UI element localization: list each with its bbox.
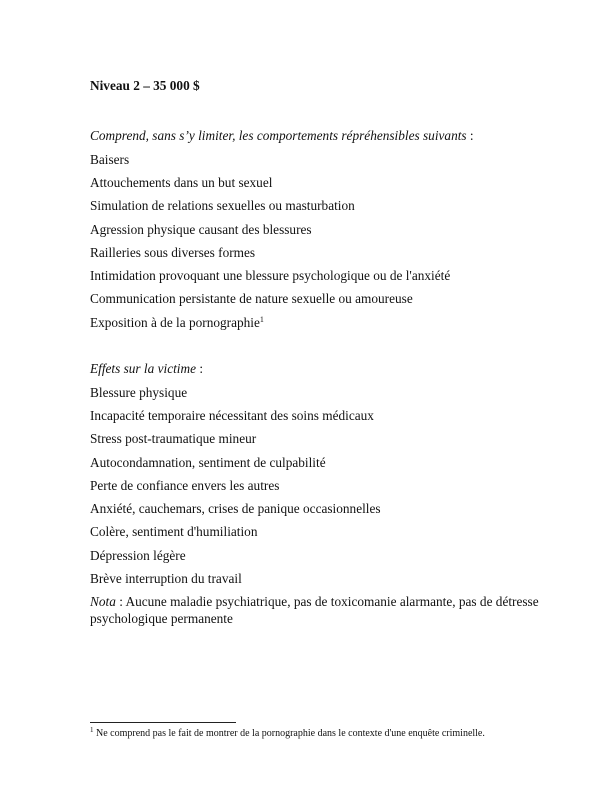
nota-line-1 bbox=[90, 594, 539, 610]
footnote-reference[interactable]: 1 bbox=[259, 315, 264, 324]
effect-item: Blessure physique bbox=[90, 385, 188, 400]
effect-item: Colère, sentiment d'humiliation bbox=[90, 524, 258, 539]
effect-item: Incapacité temporaire nécessitant des soins médicaux bbox=[90, 408, 374, 423]
page-title: Niveau 2 – 35 000 $ bbox=[90, 78, 200, 93]
footnote-divider bbox=[90, 722, 236, 723]
effect-item: Anxiété, cauchemars, crises de panique occasionnelles bbox=[90, 501, 381, 516]
footnote bbox=[90, 728, 485, 739]
behaviour-item: Simulation de relations sexuelles ou masturbation bbox=[90, 198, 355, 213]
nota-text: : Aucune maladie psychiatrique, pas de toxicomanie alarmante, pas de détresse bbox=[115, 594, 539, 609]
behaviour-item bbox=[90, 315, 264, 331]
effects-intro-text: Effets sur la victime bbox=[90, 361, 196, 376]
behaviour-item-text: Exposition à de la pornographie bbox=[90, 315, 260, 330]
nota-label: Nota bbox=[90, 594, 116, 609]
effect-item: Stress post-traumatique mineur bbox=[90, 431, 257, 446]
behaviours-intro-text: Comprend, sans s’y limiter, les comportements répréhensibles suivants bbox=[90, 128, 467, 143]
nota-line-2: psychologique permanente bbox=[90, 611, 233, 626]
effect-item: Perte de confiance envers les autres bbox=[90, 478, 280, 493]
effect-item: Autocondamnation, sentiment de culpabilité bbox=[90, 455, 326, 470]
footnote-text: Ne comprend pas le fait de montrer de la pornographie dans le contexte d'une enquête criminelle. bbox=[93, 728, 485, 739]
behaviour-item: Agression physique causant des blessures bbox=[90, 222, 312, 237]
footnote-number: 1 bbox=[90, 726, 94, 734]
effect-item: Dépression légère bbox=[90, 548, 186, 563]
behaviour-item: Railleries sous diverses formes bbox=[90, 245, 256, 260]
behaviours-intro bbox=[90, 128, 474, 144]
behaviour-item: Communication persistante de nature sexuelle ou amoureuse bbox=[90, 291, 413, 306]
effect-item: Brève interruption du travail bbox=[90, 571, 242, 586]
effects-intro-colon: : bbox=[196, 361, 204, 376]
behaviour-item: Attouchements dans un but sexuel bbox=[90, 175, 273, 190]
behaviour-item: Baisers bbox=[90, 152, 130, 167]
behaviours-intro-colon: : bbox=[466, 128, 474, 143]
behaviour-item: Intimidation provoquant une blessure psychologique ou de l'anxiété bbox=[90, 268, 451, 283]
effects-intro bbox=[90, 361, 203, 377]
